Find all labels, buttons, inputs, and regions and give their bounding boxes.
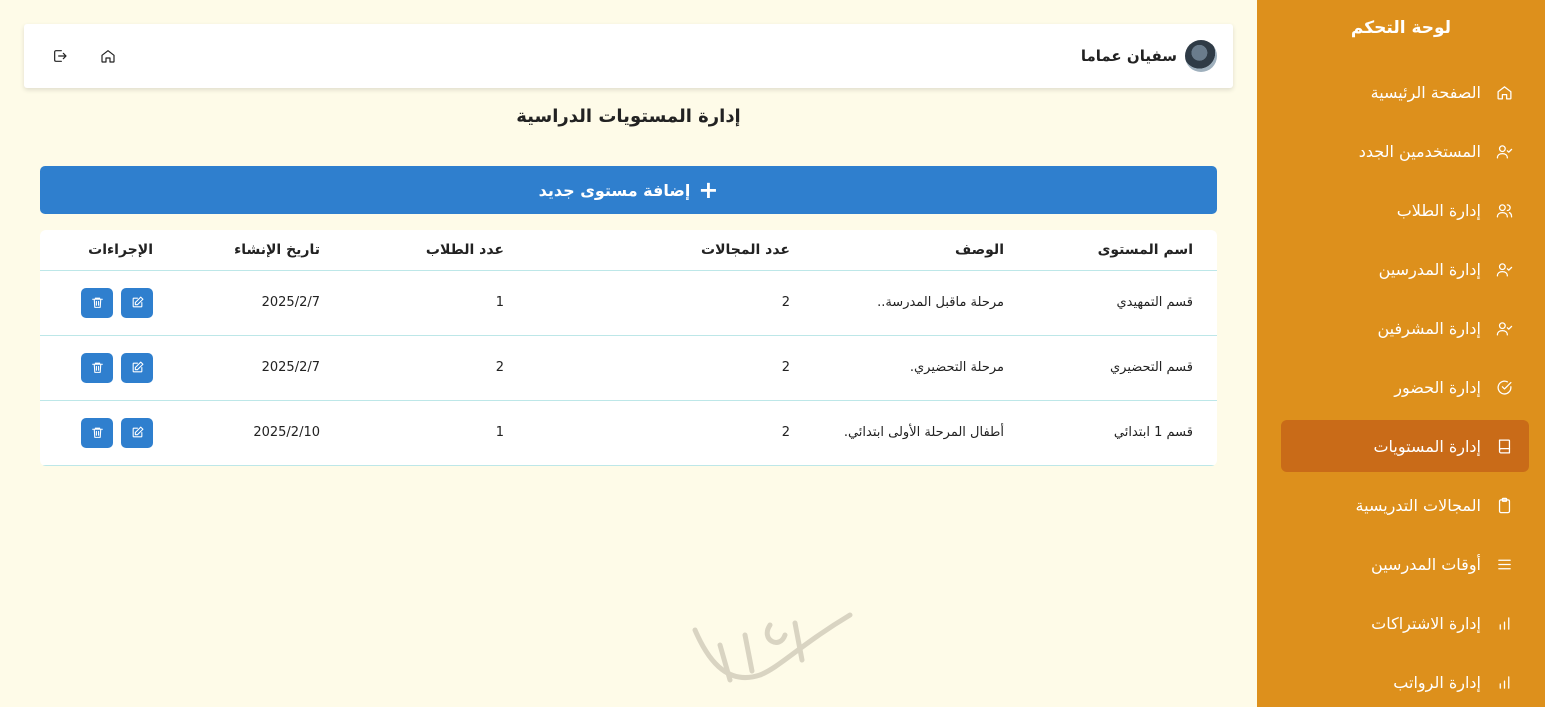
logout-icon[interactable]	[48, 44, 72, 68]
edit-button[interactable]	[121, 288, 153, 318]
trash-icon	[91, 296, 104, 309]
edit-icon	[131, 296, 144, 309]
clipboard-icon	[1493, 494, 1515, 516]
sidebar-item-label: إدارة المشرفين	[1377, 318, 1481, 338]
cell-description: مرحلة التحضيري.	[790, 335, 1004, 400]
sidebar-item-new-users[interactable]	[1281, 125, 1529, 177]
delete-button[interactable]	[81, 418, 113, 448]
user-name: سفيان عماما	[1080, 47, 1177, 65]
sidebar-item-label: الصفحة الرئيسية	[1370, 82, 1481, 102]
sidebar-item-label: إدارة الاشتراكات	[1371, 613, 1481, 633]
sidebar-item-label: المجالات التدريسية	[1355, 495, 1481, 515]
table-row	[40, 400, 1217, 465]
delete-button[interactable]	[81, 353, 113, 383]
sidebar-item-label: إدارة الحضور	[1394, 377, 1481, 397]
bar-chart-icon	[1493, 612, 1515, 634]
sidebar-item-students[interactable]	[1281, 184, 1529, 236]
header-created: تاريخ الإنشاء	[153, 230, 320, 270]
cell-created: 2025/2/7	[153, 270, 320, 335]
header-actions: الإجراءات	[40, 230, 153, 270]
sidebar-item-label: المستخدمين الجدد	[1358, 141, 1481, 161]
cell-students: 1	[320, 400, 504, 465]
cell-fields: 2	[504, 335, 790, 400]
menu-icon	[1493, 553, 1515, 575]
sidebar-item-label: إدارة الطلاب	[1396, 200, 1481, 220]
sidebar-item-teacher-times[interactable]	[1281, 538, 1529, 590]
header-name: اسم المستوى	[1004, 230, 1217, 270]
cell-description: أطفال المرحلة الأولى ابتدائي.	[790, 400, 1004, 465]
book-icon	[1493, 435, 1515, 457]
cell-name: قسم التمهيدي	[1004, 270, 1217, 335]
user-check-icon	[1493, 317, 1515, 339]
cell-students: 1	[320, 270, 504, 335]
header-fields: عدد المجالات	[504, 230, 790, 270]
cell-actions	[40, 335, 153, 400]
add-level-button[interactable]	[40, 166, 1217, 214]
sidebar-item-salaries[interactable]	[1281, 656, 1529, 707]
delete-button[interactable]	[81, 288, 113, 318]
levels-table	[40, 230, 1217, 466]
user-check-icon	[1493, 140, 1515, 162]
logo-watermark	[690, 605, 855, 695]
sidebar-item-label: إدارة المستويات	[1373, 436, 1481, 456]
sidebar-item-home[interactable]	[1281, 66, 1529, 118]
sidebar-item-subscriptions[interactable]	[1281, 597, 1529, 649]
cell-actions	[40, 400, 153, 465]
plus-icon: +	[698, 176, 719, 204]
trash-icon	[91, 361, 104, 374]
sidebar-item-label: إدارة الرواتب	[1393, 672, 1481, 692]
sidebar-item-levels[interactable]	[1281, 420, 1529, 472]
page-title: إدارة المستويات الدراسية	[516, 106, 741, 127]
edit-button[interactable]	[121, 353, 153, 383]
edit-icon	[131, 426, 144, 439]
sidebar-item-supervisors[interactable]	[1281, 302, 1529, 354]
user-check-icon	[1493, 258, 1515, 280]
user-profile[interactable]	[1081, 40, 1217, 72]
table-header-row	[40, 230, 1217, 270]
header-description: الوصف	[790, 230, 1004, 270]
sidebar-item-label: إدارة المدرسين	[1378, 259, 1481, 279]
avatar	[1185, 40, 1217, 72]
cell-name: قسم 1 ابتدائي	[1004, 400, 1217, 465]
sidebar-nav	[1281, 66, 1529, 707]
cell-fields: 2	[504, 400, 790, 465]
bar-chart-icon	[1493, 671, 1515, 693]
cell-description: مرحلة ماقبل المدرسة..	[790, 270, 1004, 335]
sidebar-title: لوحة التحكم	[1350, 18, 1452, 38]
users-icon	[1493, 199, 1515, 221]
table-row	[40, 335, 1217, 400]
cell-created: 2025/2/10	[153, 400, 320, 465]
sidebar-item-fields[interactable]	[1281, 479, 1529, 531]
sidebar-item-attendance[interactable]	[1281, 361, 1529, 413]
sidebar-item-teachers[interactable]	[1281, 243, 1529, 295]
table-row	[40, 270, 1217, 335]
cell-fields: 2	[504, 270, 790, 335]
cell-created: 2025/2/7	[153, 335, 320, 400]
sidebar	[1257, 0, 1545, 707]
top-bar	[24, 24, 1233, 88]
edit-button[interactable]	[121, 418, 153, 448]
trash-icon	[91, 426, 104, 439]
home-icon[interactable]	[96, 44, 120, 68]
cell-students: 2	[320, 335, 504, 400]
sidebar-item-label: أوقات المدرسين	[1371, 554, 1481, 574]
check-circle-icon	[1493, 376, 1515, 398]
cell-name: قسم التحضيري	[1004, 335, 1217, 400]
edit-icon	[131, 361, 144, 374]
add-level-button-label: إضافة مستوى جديد	[538, 180, 691, 200]
home-icon	[1493, 81, 1515, 103]
header-students: عدد الطلاب	[320, 230, 504, 270]
cell-actions	[40, 270, 153, 335]
